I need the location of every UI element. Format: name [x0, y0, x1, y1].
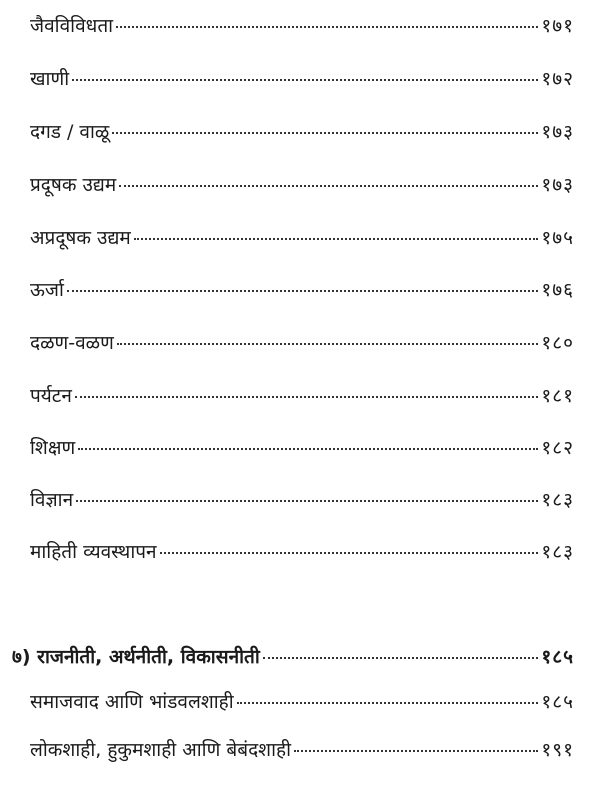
toc-chapter-title: ७) राजनीती, अर्थनीती, विकासनीती	[12, 646, 260, 668]
toc-entry-title: लोकशाही, हुकुमशाही आणि बेबंदशाही	[30, 739, 292, 761]
dot-leader	[76, 500, 538, 502]
toc-entry-page: १८१	[541, 385, 574, 407]
toc-entry[interactable]	[30, 173, 574, 197]
toc-entry[interactable]	[30, 120, 574, 144]
dot-leader	[160, 552, 539, 554]
toc-entry[interactable]	[30, 278, 574, 302]
toc-entry-title: दळण-वळण	[30, 332, 114, 354]
toc-entry[interactable]	[30, 331, 574, 355]
dot-leader	[263, 657, 539, 659]
toc-entry-title: खाणी	[30, 68, 70, 90]
toc-chapter-heading[interactable]	[12, 645, 574, 669]
toc-entry[interactable]	[30, 384, 574, 408]
dot-leader	[116, 26, 538, 28]
dot-leader	[117, 343, 538, 345]
toc-entry-title: माहिती व्यवस्थापन	[30, 541, 157, 563]
dot-leader	[75, 396, 538, 398]
toc-sub-entry[interactable]	[30, 738, 574, 762]
toc-entry-title: ऊर्जा	[30, 279, 64, 301]
toc-chapter-page: १८५	[541, 646, 574, 668]
dot-leader	[78, 448, 538, 450]
dot-leader	[72, 79, 538, 81]
toc-entry[interactable]	[30, 540, 574, 564]
toc-entry-title: प्रदूषक उद्यम	[30, 174, 117, 196]
dot-leader	[119, 185, 538, 187]
dot-leader	[294, 750, 538, 752]
toc-entry-title: दगड / वाळू	[30, 121, 110, 143]
toc-entry[interactable]	[30, 226, 574, 250]
toc-entry[interactable]	[30, 14, 574, 38]
dot-leader	[134, 238, 539, 240]
toc-entry-title: विज्ञान	[30, 489, 74, 511]
toc-sub-entry[interactable]	[30, 690, 574, 714]
toc-entry-title: अप्रदूषक उद्यम	[30, 227, 131, 249]
toc-entry[interactable]	[30, 67, 574, 91]
toc-entry-title: पर्यटन	[30, 385, 72, 407]
toc-entry-page: १८२	[541, 437, 574, 459]
dot-leader	[112, 132, 538, 134]
toc-entry-page: १७६	[541, 279, 574, 301]
toc-entry-title: शिक्षण	[30, 437, 76, 459]
toc-entry-page: १८०	[541, 332, 574, 354]
toc-entry-page: १७३	[541, 121, 574, 143]
toc-entry-title: समाजवाद आणि भांडवलशाही	[30, 691, 234, 713]
toc-entry[interactable]	[30, 488, 574, 512]
toc-entry-page: १७३	[541, 174, 574, 196]
toc-entry-page: १९१	[541, 739, 574, 761]
dot-leader	[67, 290, 538, 292]
toc-entry[interactable]	[30, 436, 574, 460]
dot-leader	[237, 702, 539, 704]
toc-entry-title: जैवविविधता	[30, 15, 114, 37]
toc-entry-page: १७५	[541, 227, 574, 249]
toc-entry-page: १८३	[541, 489, 574, 511]
toc-entry-page: १८५	[541, 691, 574, 713]
toc-entry-page: १७२	[541, 68, 574, 90]
toc-entry-page: १८३	[541, 541, 574, 563]
toc-entry-page: १७१	[541, 15, 574, 37]
